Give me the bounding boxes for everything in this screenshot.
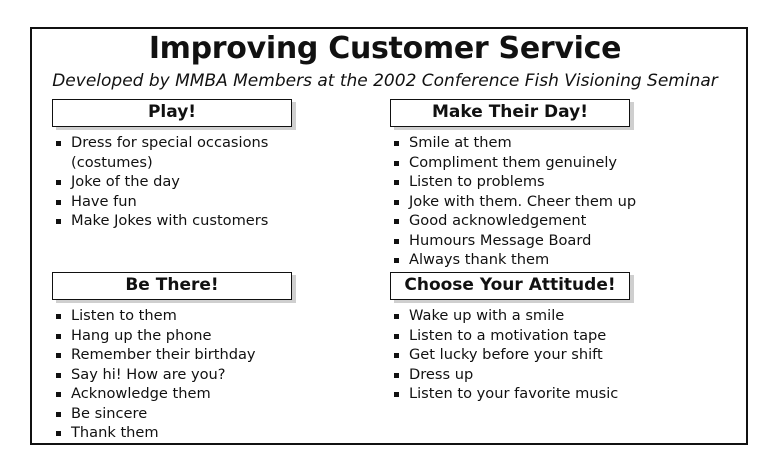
bullet-icon bbox=[56, 431, 61, 436]
bullet-icon bbox=[394, 353, 399, 358]
bullet-icon bbox=[56, 334, 61, 339]
list-item bbox=[390, 192, 636, 212]
page-title: Improving Customer Service bbox=[148, 31, 622, 66]
bullet-icon bbox=[56, 219, 61, 224]
bullet-icon bbox=[394, 239, 399, 244]
bullet-icon bbox=[56, 180, 61, 185]
list-item-text: Get lucky before your shift bbox=[409, 346, 603, 363]
list-item bbox=[52, 306, 256, 326]
bullet-icon bbox=[394, 141, 399, 146]
list-item bbox=[390, 306, 618, 326]
bullet-icon bbox=[56, 373, 61, 378]
list-item bbox=[52, 153, 268, 173]
list-item-text: Compliment them genuinely bbox=[409, 153, 618, 171]
list-item-text: Dress for special occasions bbox=[71, 134, 269, 151]
list-item bbox=[52, 211, 268, 231]
bullet-icon bbox=[56, 314, 61, 319]
bullet-icon bbox=[394, 180, 399, 185]
list-item bbox=[52, 365, 256, 385]
list-item-text: Listen to problems bbox=[409, 173, 545, 190]
list-item bbox=[390, 250, 636, 270]
page-subtitle: Developed by MMBA Members at the 2002 Conference Fish Visioning Seminar bbox=[52, 71, 718, 91]
item-list bbox=[390, 306, 618, 404]
list-item bbox=[52, 192, 268, 212]
list-item bbox=[52, 423, 256, 443]
list-item-text: Good acknowledgement bbox=[409, 212, 587, 229]
list-item bbox=[390, 345, 618, 365]
bullet-icon bbox=[56, 392, 61, 397]
list-item-text: Listen to a motivation tape bbox=[409, 326, 607, 344]
list-item bbox=[390, 326, 618, 346]
bullet-icon bbox=[394, 200, 399, 205]
bullet-icon bbox=[394, 314, 399, 319]
section-title: Make Their Day! bbox=[390, 99, 630, 127]
list-item-text: Hang up the phone bbox=[71, 326, 212, 344]
bullet-icon bbox=[394, 392, 399, 397]
list-item-text: Acknowledge them bbox=[71, 385, 211, 402]
list-item-text: Thank them bbox=[71, 424, 159, 441]
list-item bbox=[52, 384, 256, 404]
section-title: Choose Your Attitude! bbox=[390, 272, 630, 300]
bullet-icon bbox=[56, 141, 61, 146]
list-item-text: Listen to them bbox=[71, 307, 177, 324]
list-item-text: Say hi! How are you? bbox=[71, 365, 226, 383]
item-list bbox=[52, 133, 268, 231]
list-item-text: Always thank them bbox=[409, 251, 550, 268]
list-item-text: Wake up with a smile bbox=[409, 307, 565, 324]
list-item bbox=[390, 384, 618, 404]
bullet-icon bbox=[56, 412, 61, 417]
list-item-text: (costumes) bbox=[71, 153, 153, 171]
list-item-text: Smile at them bbox=[409, 134, 512, 151]
list-item bbox=[52, 404, 256, 424]
list-item-text: Joke of the day bbox=[71, 173, 180, 190]
list-item-text: Listen to your favorite music bbox=[409, 385, 619, 402]
list-item bbox=[390, 133, 636, 153]
list-item bbox=[52, 172, 268, 192]
bullet-icon bbox=[56, 353, 61, 358]
bullet-icon bbox=[56, 200, 61, 205]
list-item-text: Dress up bbox=[409, 365, 474, 383]
bullet-icon bbox=[394, 161, 399, 166]
item-list bbox=[390, 133, 636, 270]
list-item-text: Have fun bbox=[71, 192, 137, 210]
bullet-icon bbox=[394, 334, 399, 339]
section-title: Be There! bbox=[52, 272, 292, 300]
item-list bbox=[52, 306, 256, 443]
section-title: Play! bbox=[52, 99, 292, 127]
bullet-icon bbox=[394, 373, 399, 378]
list-item-text: Joke with them. Cheer them up bbox=[409, 192, 637, 210]
list-item bbox=[390, 365, 618, 385]
list-item bbox=[52, 345, 256, 365]
list-item-text: Be sincere bbox=[71, 404, 148, 422]
list-item bbox=[390, 172, 636, 192]
list-item bbox=[52, 326, 256, 346]
bullet-icon bbox=[394, 219, 399, 224]
list-item-text: Humours Message Board bbox=[409, 231, 592, 249]
bullet-icon bbox=[394, 258, 399, 263]
list-item bbox=[52, 133, 268, 153]
list-item bbox=[390, 153, 636, 173]
list-item bbox=[390, 231, 636, 251]
list-item-text: Remember their birthday bbox=[71, 346, 256, 363]
list-item bbox=[390, 211, 636, 231]
list-item-text: Make Jokes with customers bbox=[71, 212, 269, 229]
